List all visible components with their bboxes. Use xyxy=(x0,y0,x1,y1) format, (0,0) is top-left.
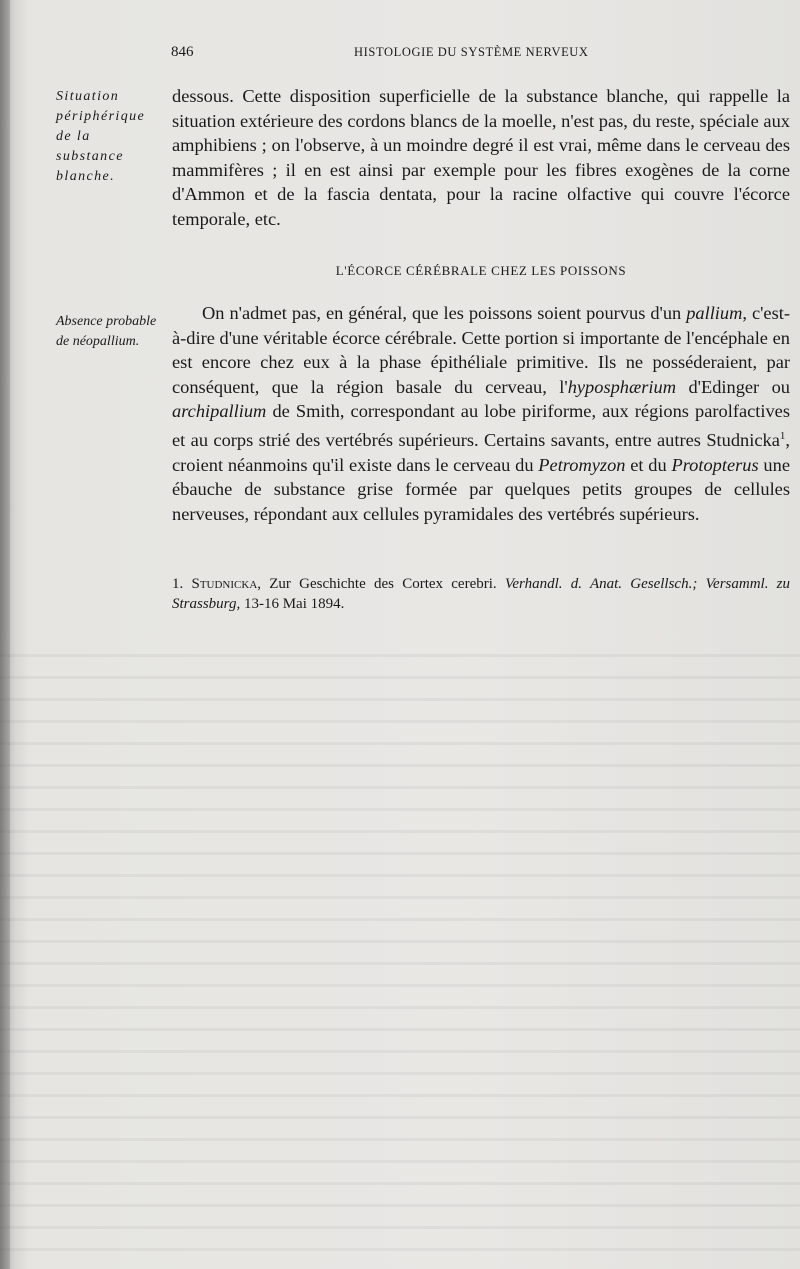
page-number: 846 xyxy=(171,44,194,60)
show-through-bleed xyxy=(0,640,800,1269)
paragraph-1-text: dessous. Cette disposition superficielle de la substance blanche, qui rappelle la situation extérieure des cordons blancs de la moelle, n'est pas, du reste, spéciale aux amphibiens ; on l'observe, à un moindre degré il est vrai, même dans le cerveau des mammifères ; il en est ainsi par exemple pour les fibres exogènes de la corne d'Ammon et de la fascia dentata, pour la racine olfactive qui couvre l'écorce temporale, etc. xyxy=(172,86,790,229)
margin-note-absence: Absence probable de néopallium. xyxy=(56,314,157,349)
footnote-author: Studnicka xyxy=(191,576,258,592)
term-pallium: pallium xyxy=(686,303,743,323)
footnote-text xyxy=(172,574,790,614)
margin-note-situation: Situation périphérique de la substance blanche. xyxy=(56,89,146,184)
text-run: , croient néanmoins qu'il existe dans le cerveau du xyxy=(172,430,790,475)
term-archipallium: archipallium xyxy=(172,401,267,422)
text-run: de Smith, correspondant au lobe piriforme, aux régions parolfactives et au corps strié des vertébrés supérieurs. Certains savants, entre autres Studnicka xyxy=(172,401,790,451)
term-hyposphaerium: hyposphærium xyxy=(567,376,677,397)
paragraph-2 xyxy=(172,301,790,526)
paragraph-1 xyxy=(172,84,790,232)
footnote-number: 1. xyxy=(172,576,192,592)
footnote-reference: 1 xyxy=(779,429,786,442)
footnote-journal: Verhandl. d. Anat. Gesellsch.; Versamml. zu Strassburg, xyxy=(172,576,791,612)
section-heading: L'ÉCORCE CÉRÉBRALE CHEZ LES POISSONS xyxy=(335,263,627,278)
text-run: d'Edinger ou xyxy=(676,376,790,397)
footnote-title: , Zur Geschichte des Cortex cerebri. xyxy=(257,576,505,592)
text-run: On n'admet pas, en général, que les poissons soient pourvus d'un xyxy=(202,303,687,323)
paragraph-2-text xyxy=(172,301,790,526)
text-run: , c'est-à-dire d'une véritable écorce cérébrale. Cette portion si importante de l'encéphale en est encore chez eux à la phase épithéliale primitive. Ils ne posséderaient, par conséquent, que la région basale du cerveau, l' xyxy=(172,303,790,397)
text-run: une ébauche de substance grise formée par quelques petits groupes de cellules nerveuses, répondant aux cellules pyramidales des vertébrés supérieurs. xyxy=(172,454,790,524)
text-run: et du xyxy=(625,454,672,475)
term-petromyzon: Petromyzon xyxy=(538,454,626,475)
running-title: HISTOLOGIE DU SYSTÈME NERVEUX xyxy=(354,45,589,59)
footnote-date: 13-16 Mai 1894. xyxy=(240,596,345,612)
running-header xyxy=(0,44,800,64)
footnote xyxy=(172,574,790,614)
term-protopterus: Protopterus xyxy=(671,454,759,475)
